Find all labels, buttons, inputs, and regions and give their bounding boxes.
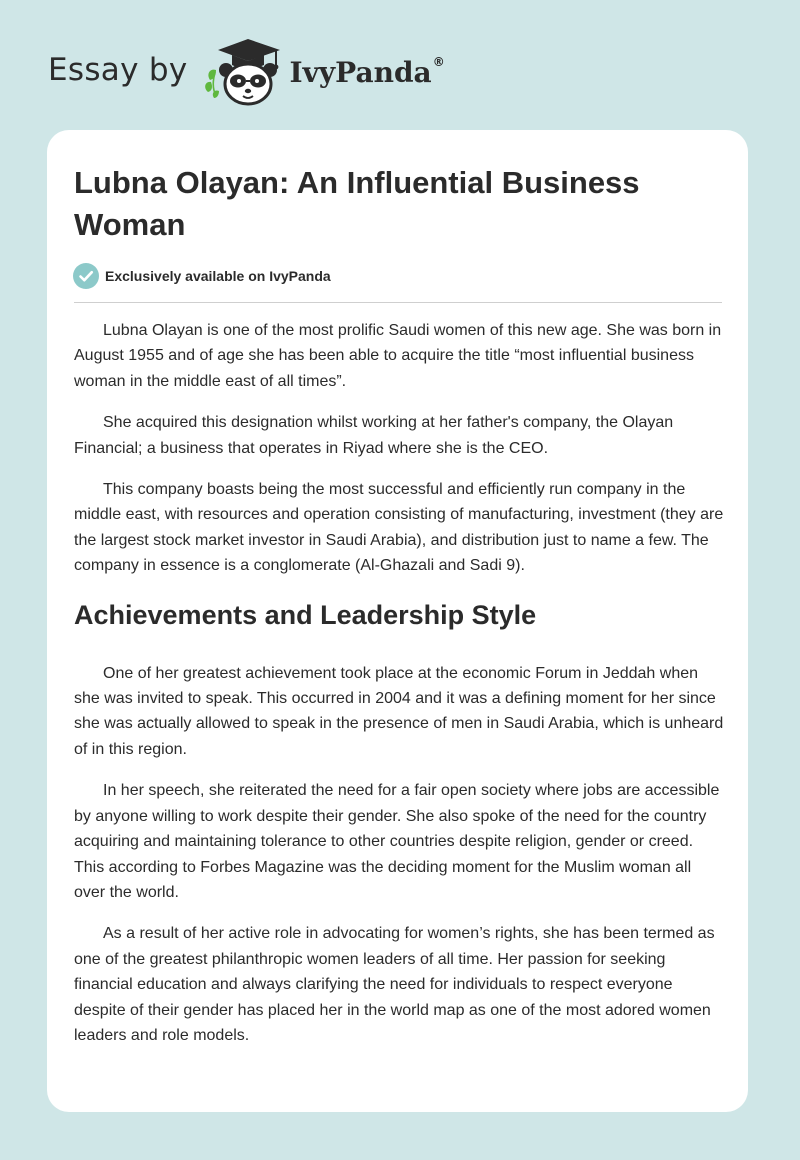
paragraph: One of her greatest achievement took place at the economic Forum in Jeddah when she was invited to speak. This occurred in 2004 and it was a defining moment for her since she was actually allowed to speak in the presence of men in Saudi Arabia, which is unheard of in this region. bbox=[74, 664, 724, 758]
paragraph: This company boasts being the most successful and efficiently run company in the middle east, with resources and operation consisting of manufacturing, investment (they are the largest stock market investor in Saudi Arabia), and distribution just to name a few. The company in essence is a conglomerate (Al-Ghazali and Sadi 9). bbox=[74, 481, 724, 575]
paragraph: As a result of her active role in advocating for women’s rights, she has been termed as one of the greatest philanthropic women leaders of all time. Her passion for seeking financial education and always clarifying the need for individuals to respect everyone despite of their gender has placed her in the world map as one of the most adored women leaders and role models. bbox=[74, 925, 715, 1044]
brand-prefix: Essay by bbox=[48, 52, 188, 88]
badge-text: Exclusively available on IvyPanda bbox=[105, 268, 331, 284]
exclusive-badge bbox=[73, 263, 331, 289]
check-circle-icon bbox=[73, 263, 99, 289]
paragraph: She acquired this designation whilst working at her father's company, the Olayan Financial; a business that operates in Riyad where she is the CEO. bbox=[74, 414, 674, 457]
section-heading: Achievements and Leadership Style bbox=[74, 599, 537, 630]
site-header bbox=[48, 36, 445, 108]
essay-body bbox=[74, 318, 726, 1064]
brand-name[interactable]: IvyPanda bbox=[289, 55, 432, 89]
divider bbox=[74, 302, 722, 303]
essay-card bbox=[47, 130, 748, 1112]
registered-mark: ® bbox=[432, 55, 445, 69]
panda-logo-icon[interactable] bbox=[202, 36, 288, 108]
paragraph: In her speech, she reiterated the need for a fair open society where jobs are accessible by anyone willing to work despite their gender. She also spoke of the need for the country acquiring and maintaining tolerance to other countries despite religion, gender or creed. This according to Forbes Magazine was the deciding moment for the Muslim woman all over the world. bbox=[74, 782, 720, 901]
page-title: Lubna Olayan: An Influential Business Woman bbox=[74, 165, 640, 242]
paragraph: Lubna Olayan is one of the most prolific Saudi women of this new age. She was born in August 1955 and of age she has been able to acquire the title “most influential business woman in the middle east of all times”. bbox=[74, 322, 722, 390]
